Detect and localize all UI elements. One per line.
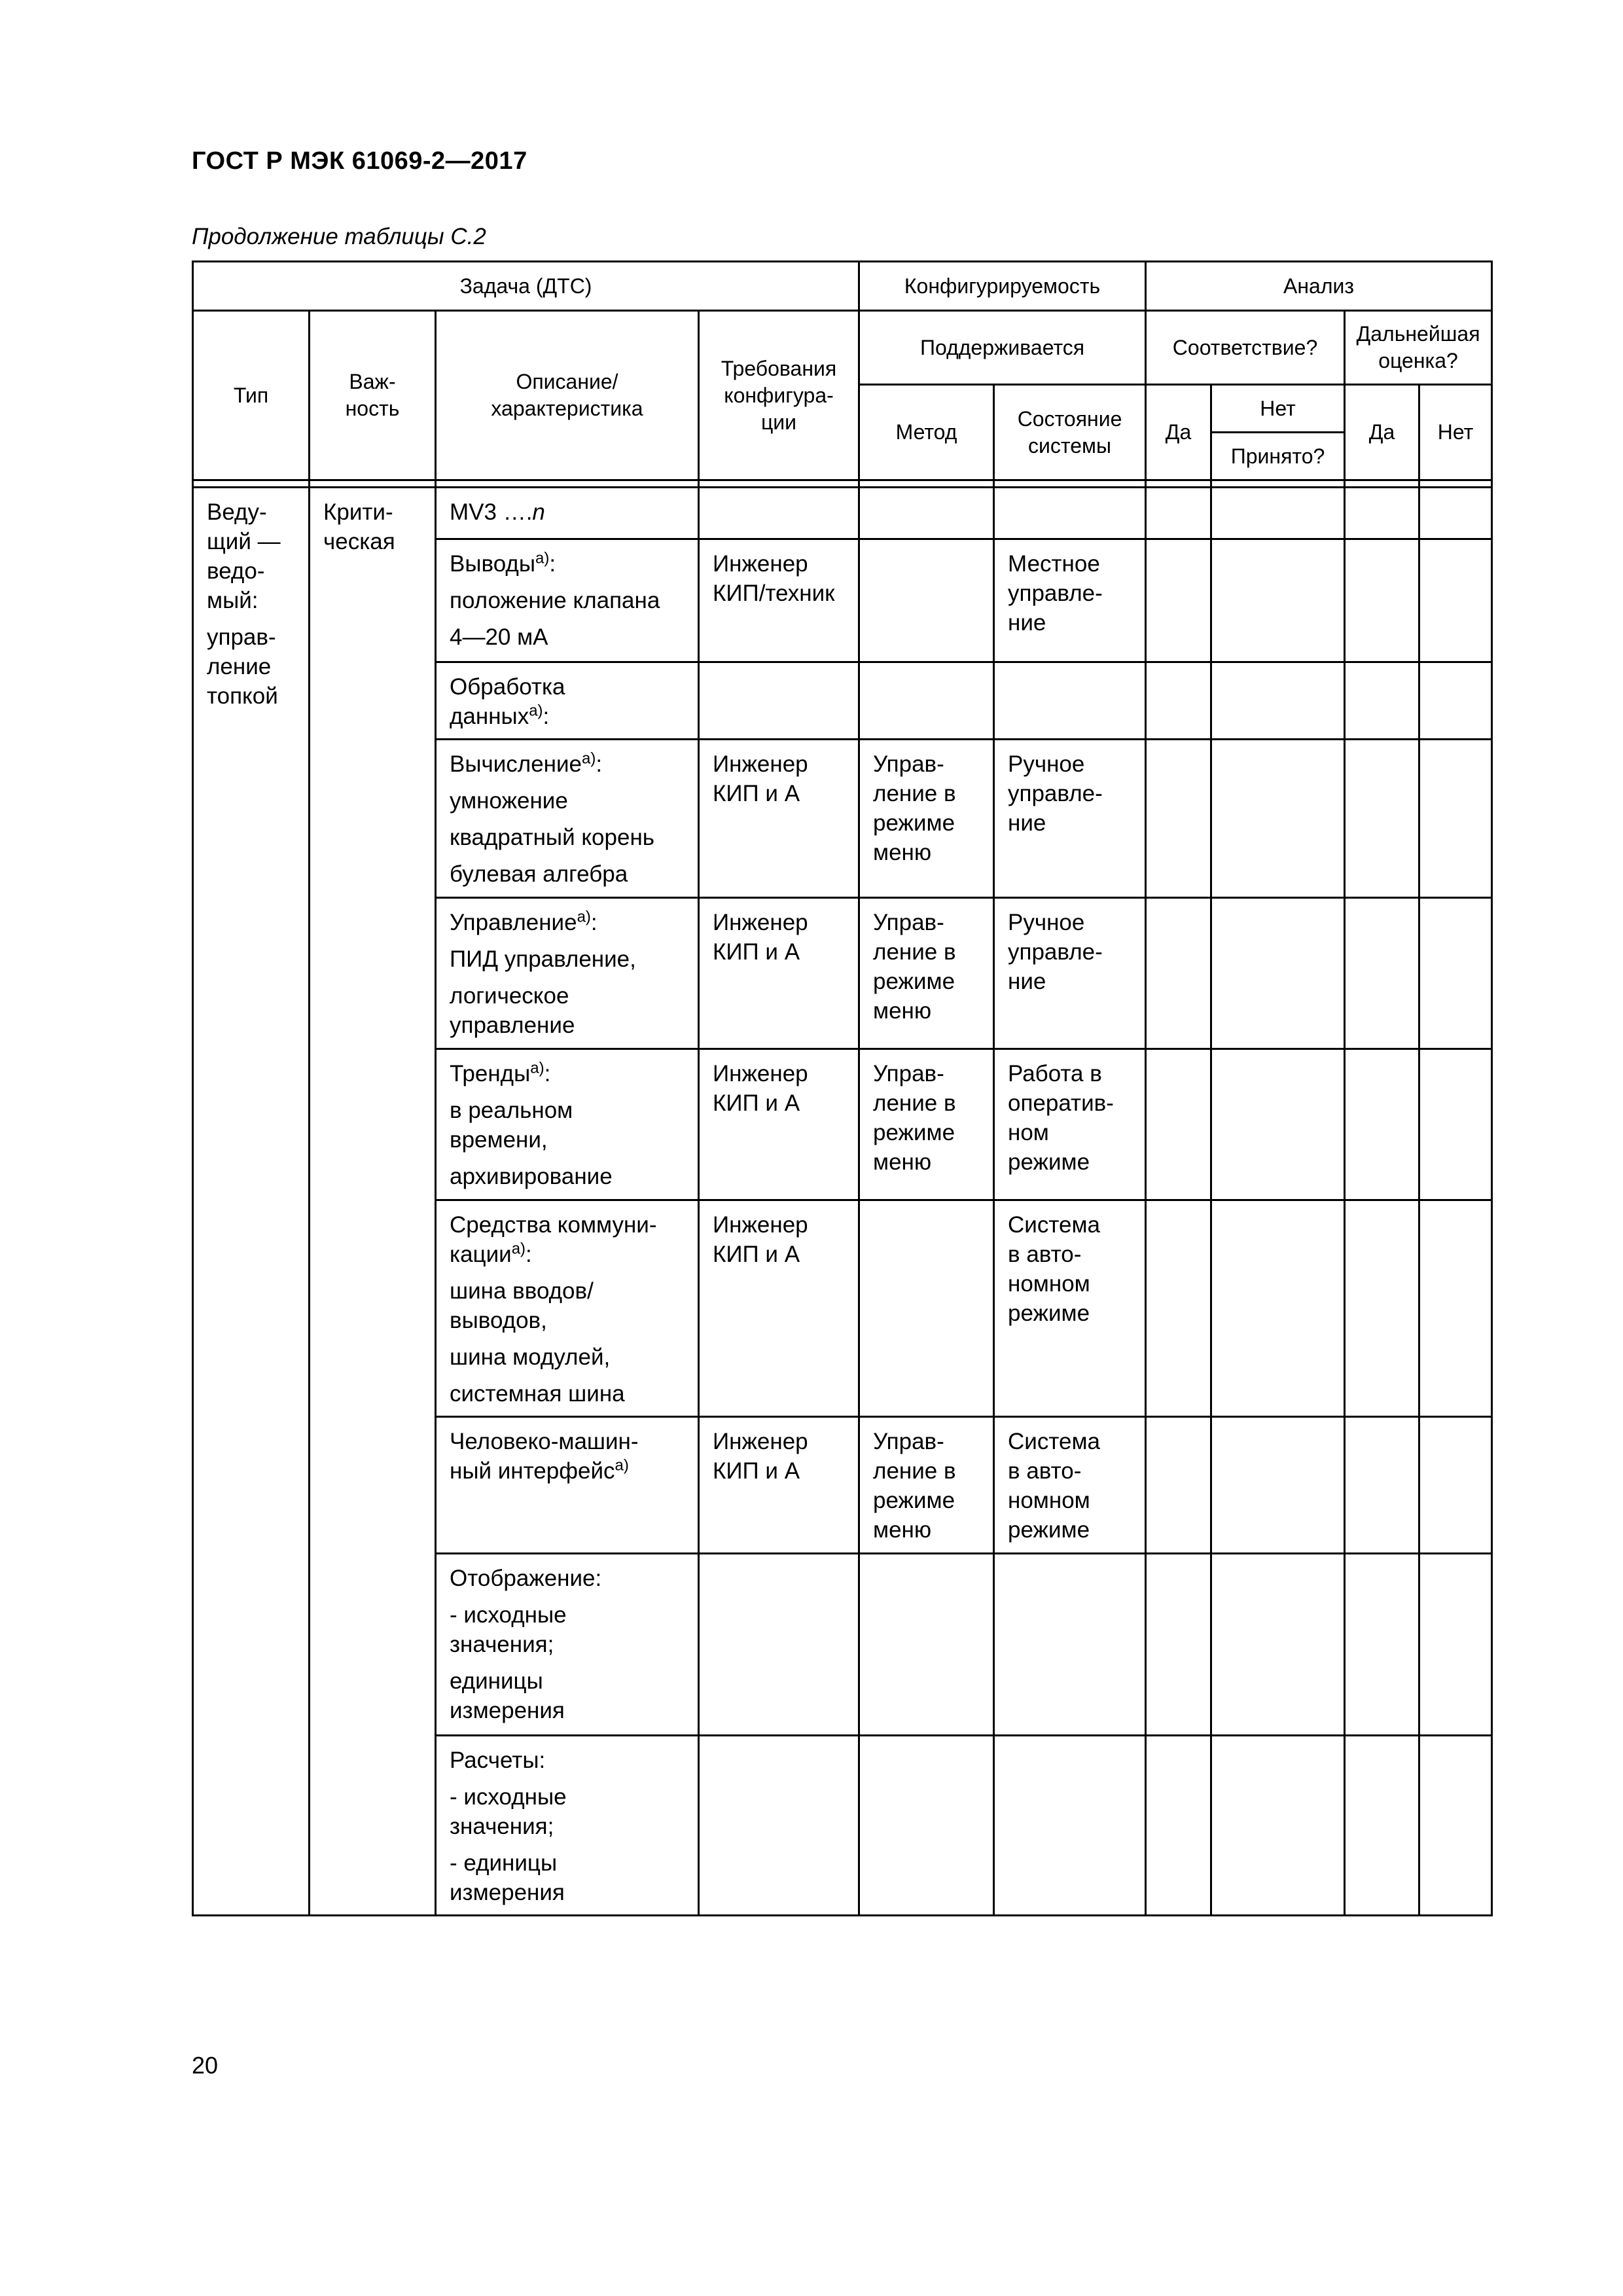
description-cell: Обработка данных$^{а)}$: xyxy=(436,662,699,740)
group-task: Задача (ДТС) xyxy=(193,262,859,311)
col-system-state: Состояние системы xyxy=(994,385,1146,480)
requirements-cell: Инженер КИП/техник xyxy=(699,539,859,662)
method-cell: Управ- ление в режиме меню xyxy=(859,1417,994,1554)
col-type: Тип xyxy=(193,311,310,480)
system-state-cell: Система в авто- номном режиме xyxy=(994,1417,1146,1554)
col-method: Метод xyxy=(859,385,994,480)
col-importance: Важ- ность xyxy=(310,311,436,480)
description-cell: Вычисление$^{а)}$: умножение квадратный корень булевая алгебра xyxy=(436,740,699,898)
col-requirements: Требования конфигура- ции xyxy=(699,311,859,480)
col-description: Описание/ характеристика xyxy=(436,311,699,480)
page-number: 20 xyxy=(192,2052,219,2079)
table-continuation-caption: Продолжение таблицы С.2 xyxy=(192,224,486,249)
description-cell: Отображение: - исходные значения; единицы измерения xyxy=(436,1554,699,1736)
col-further-no: Нет xyxy=(1419,385,1492,480)
description-cell: Расчеты: - исходные значения; - единицы измерения xyxy=(436,1736,699,1916)
type-cell: Веду- щий — ведо- мый: управ- ление топкой xyxy=(193,488,310,1916)
requirements-cell: Инженер КИП и А xyxy=(699,1049,859,1200)
document-code: ГОСТ Р МЭК 61069-2—2017 xyxy=(192,147,527,175)
method-cell: Управ- ление в режиме меню xyxy=(859,740,994,898)
col-compliance: Соответствие? xyxy=(1146,311,1345,385)
method-cell: Управ- ление в режиме меню xyxy=(859,1049,994,1200)
description-cell: Средства коммуни- кации$^{а)}$: шина вводов/ выводов, шина модулей, системная шина xyxy=(436,1200,699,1417)
description-cell: Выводы$^{а)}$: положение клапана 4—20 мА xyxy=(436,539,699,662)
requirements-cell: Инженер КИП и А xyxy=(699,1417,859,1554)
description-cell: Управление$^{а)}$: ПИД управление, логическое управление xyxy=(436,898,699,1049)
system-state-cell: Ручное управле- ние xyxy=(994,740,1146,898)
description-cell: Тренды$^{а)}$: в реальном времени, архивирование xyxy=(436,1049,699,1200)
description-cell: MV3 ….n xyxy=(436,488,699,539)
col-further-yes: Да xyxy=(1345,385,1419,480)
system-state-cell: Работа в оператив- ном режиме xyxy=(994,1049,1146,1200)
method-cell: Управ- ление в режиме меню xyxy=(859,898,994,1049)
system-state-cell: Ручное управле- ние xyxy=(994,898,1146,1049)
col-supported: Поддерживается xyxy=(859,311,1146,385)
system-state-cell: Местное управле- ние xyxy=(994,539,1146,662)
table-row xyxy=(193,488,1492,539)
group-configurability: Конфигурируемость xyxy=(859,262,1146,311)
description-cell: Человеко-машин- ный интерфейс$^{а)}$ xyxy=(436,1417,699,1554)
col-accepted: Принято? xyxy=(1211,433,1345,480)
col-compliance-yes: Да xyxy=(1146,385,1211,480)
requirements-cell: Инженер КИП и А xyxy=(699,1200,859,1417)
requirements-cell: Инженер КИП и А xyxy=(699,740,859,898)
group-analysis: Анализ xyxy=(1146,262,1492,311)
system-state-cell: Система в авто- номном режиме xyxy=(994,1200,1146,1417)
requirements-table xyxy=(192,260,1493,1916)
col-further-evaluation: Дальнейшая оценка? xyxy=(1345,311,1492,385)
importance-cell: Крити- ческая xyxy=(310,488,436,1916)
col-compliance-no: Нет xyxy=(1211,385,1345,433)
requirements-cell: Инженер КИП и А xyxy=(699,898,859,1049)
